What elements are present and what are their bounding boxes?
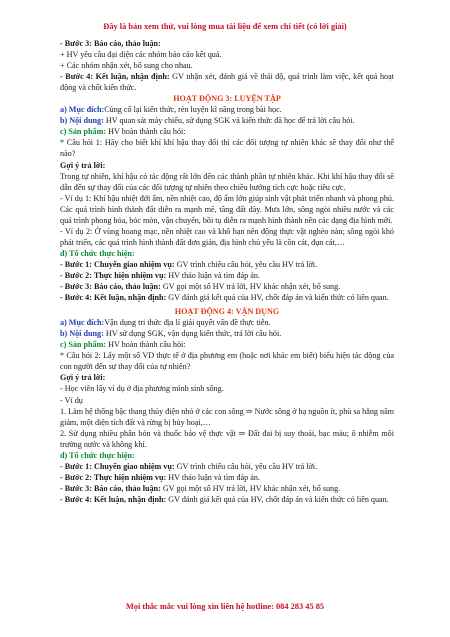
paragraph <box>60 450 394 461</box>
body-text: - Ví dụ <box>60 395 83 405</box>
label-text: d) Tổ chức thực hiện: <box>60 248 135 258</box>
body-text: HV thảo luận và tìm đáp án. <box>166 270 260 280</box>
label-text: - Bước 4: Kết luận, nhận định: <box>60 293 167 303</box>
label-text: Gợi ý trả lời: <box>60 160 106 170</box>
body-text: Củng cố lại kiến thức, rèn luyện kĩ năng trong bài học. <box>104 105 282 115</box>
paragraph <box>60 339 394 350</box>
body-text: HV hoàn thành câu hỏi: <box>106 340 186 350</box>
label-text: - Bước 3: Báo cáo, thảo luận: <box>60 39 161 48</box>
paragraph <box>60 49 394 60</box>
body-text: - Ví dụ 1: Khí hậu nhiệt đới ẩm, nền nhiệt cao, độ ẩm lớn giúp sinh vật phát triển nhanh và phong phú. Các quá trình hình thành đất diễn ra mạnh mẽ, tầng đất dày. Mưa lớn, sông ngòi nhiều nước và các quá trình phong hóa, bóc mòn, vận chuyển, bồi tụ diễn ra mạnh hình thành nên các dạng địa hình mới. <box>60 193 394 225</box>
label-text: - Bước 1: Chuyển giao nhiệm vụ: <box>60 259 175 269</box>
label-text: - Bước 4: Kết luận, nhận định: <box>60 72 170 82</box>
body-text: Trong tự nhiên, khí hậu có tác động rất lớn đến các thành phần tự nhiên khác. Khi khí hậu thay đổi sẽ dẫn đến sự thay đổi của các đối tượng tự nhiên theo chiều hướng tích cực hoặc tiêu cực. <box>60 171 394 192</box>
paragraph <box>60 328 394 339</box>
label-text: c) Sản phẩm: <box>60 340 107 350</box>
body-text: + Các nhóm nhận xét, bổ sung cho nhau. <box>60 61 193 71</box>
body-text: - Ví dụ 2: Ở vùng hoang mạc, nền nhiệt cao và khô hạn nên động thực vật nghèo nàn; sông ngòi khó phát triển, các quá trình hình thành đất đơn giản, địa hình chủ yếu là cồn cát, đụn cát,… <box>60 226 394 247</box>
document-body <box>60 38 394 505</box>
label-text: a) Mục đích: <box>60 105 105 115</box>
label-text: b) Nội dung: <box>60 329 104 339</box>
paragraph <box>60 317 394 328</box>
paragraph <box>60 226 394 248</box>
body-text: - Học viên lấy ví dụ ở địa phương mình sinh sống. <box>60 384 224 394</box>
paragraph <box>60 428 394 450</box>
paragraph <box>60 126 394 137</box>
label-text: - Bước 3: Báo cáo, thảo luận: <box>60 483 161 493</box>
body-text: HV quan sát máy chiếu, sử dụng SGK và kiến thức đã học để trả lời câu hỏi. <box>103 116 355 126</box>
paragraph <box>60 383 394 394</box>
body-text: GV đánh giá kết quả của HV, chốt đáp án và kiến thức có liên quan. <box>166 494 389 504</box>
paragraph <box>60 483 394 494</box>
paragraph <box>60 193 394 226</box>
body-text: * Câu hỏi 2: Lấy một số VD thực tế ở địa phương em (hoặc nơi khác em biết) biểu hiện tác động của con người đến sự thay đổi của tự nhiên? <box>60 351 394 372</box>
paragraph <box>60 406 394 428</box>
body-text: GV gọi một số HV trả lời, HV khác nhận xét, bổ sung. <box>160 282 341 292</box>
paragraph <box>60 372 394 383</box>
paragraph <box>60 461 394 472</box>
preview-notice-banner: Đây là bản xem thử, vui lòng mua tài liệu để xem chi tiết (có lời giải) <box>103 22 347 31</box>
paragraph <box>60 137 394 159</box>
body-text: HV thảo luận và tìm đáp án. <box>166 472 260 482</box>
paragraph <box>60 281 394 292</box>
paragraph <box>60 104 394 115</box>
label-text: b) Nội dung: <box>60 116 104 126</box>
label-text: - Bước 2: Thực hiện nhiệm vụ: <box>60 270 167 280</box>
body-text: GV gọi một số HV trả lời, HV khác nhận xét, bổ sung. <box>160 483 341 493</box>
body-text: * Câu hỏi 1: Hãy cho biết khí khí hậu thay đổi thì các đối tượng tự nhiên khác sẽ thay đổi như thế nào? <box>60 138 394 159</box>
body-text: + HV yêu cầu đại diện các nhóm báo cáo kết quả. <box>60 50 222 60</box>
section-heading <box>60 306 394 317</box>
paragraph <box>60 472 394 483</box>
body-text: 2. Sử dụng nhiều phân bón và thuốc bảo vệ thực vật ⇒ Đất đai bị suy thoái, bạc màu; ô nhiễm môi trường nước và không khí. <box>60 428 394 449</box>
body-text: GV đánh giá kết quả của HV, chốt đáp án và kiến thức có liên quan. <box>166 293 389 303</box>
paragraph <box>60 259 394 270</box>
paragraph <box>60 38 394 49</box>
paragraph <box>60 395 394 406</box>
paragraph <box>60 292 394 303</box>
label-text: a) Mục đích: <box>60 318 105 328</box>
paragraph <box>60 160 394 171</box>
paragraph <box>60 350 394 372</box>
label-text: - Bước 1: Chuyển giao nhiệm vụ: <box>60 461 175 471</box>
body-text: GV trình chiếu câu hỏi, yêu cầu HV trả lời. <box>174 461 318 471</box>
body-text: HV hoàn thành câu hỏi: <box>106 127 186 137</box>
label-text: d) Tổ chức thực hiện: <box>60 450 135 460</box>
paragraph <box>60 171 394 193</box>
body-text: HV sử dụng SGK, vận dụng kiến thức, trả lời câu hỏi. <box>103 329 282 339</box>
section-heading <box>60 93 394 104</box>
body-text: GV trình chiếu câu hỏi, yêu cầu HV trả lời. <box>174 259 318 269</box>
body-text: Vận dụng tri thức địa lí giải quyết vấn đề thực tiễn. <box>104 318 271 328</box>
paragraph <box>60 270 394 281</box>
label-text: Gợi ý trả lời: <box>60 373 106 383</box>
paragraph <box>60 60 394 71</box>
body-text: GV nhận xét, đánh giá về thái độ, quá trình làm việc, kết quả hoạt động và chốt kiến thức. <box>60 72 394 93</box>
label-text: - Bước 3: Báo cáo, thảo luận: <box>60 282 161 292</box>
paragraph <box>60 115 394 126</box>
hotline-footer-banner: Mọi thắc mắc vui lòng xin liên hệ hotline: 084 283 45 85 <box>125 602 325 611</box>
paragraph <box>60 494 394 505</box>
label-text: HOẠT ĐỘNG 4: VẬN DỤNG <box>174 307 280 317</box>
body-text: 1. Làm hệ thống bậc thang thủy điện nhỏ ở các con sông ⇒ Nước sông ở hạ nguồn ít, phù sa hằng năm giảm, một diện tích đất và rừng bị hủy hoại,… <box>60 406 394 427</box>
paragraph <box>60 71 394 93</box>
label-text: HOẠT ĐỘNG 3: LUYỆN TẬP <box>173 94 281 104</box>
label-text: c) Sản phẩm: <box>60 127 107 137</box>
label-text: - Bước 2: Thực hiện nhiệm vụ: <box>60 472 167 482</box>
label-text: - Bước 4: Kết luận, nhận định: <box>60 494 167 504</box>
paragraph <box>60 248 394 259</box>
